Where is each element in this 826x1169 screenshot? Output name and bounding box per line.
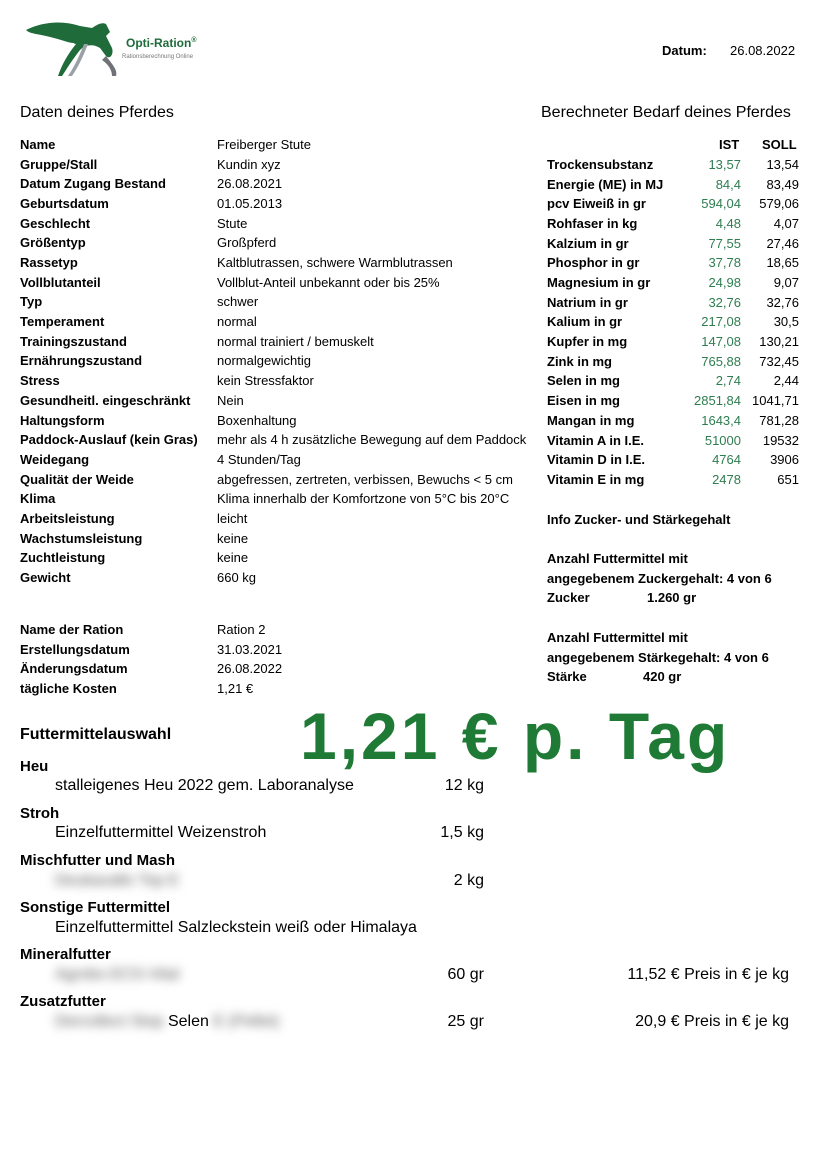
needs-label: Zink in mg xyxy=(547,353,612,369)
needs-label: Vitamin A in I.E. xyxy=(547,432,645,448)
needs-soll-value: 19532 xyxy=(762,432,799,448)
horse-data-value: normalgewichtig xyxy=(217,353,311,369)
horse-data-label: Arbeitsleistung xyxy=(20,510,115,526)
logo xyxy=(22,14,212,84)
feed-group-mischfutter: Mischfutter und Mash xyxy=(20,852,176,869)
feed-price-zusatzfutter: 20,9 € Preis in € je kg xyxy=(635,1013,789,1030)
needs-soll-value: 2,44 xyxy=(773,373,799,389)
horse-data-label: Geburtsdatum xyxy=(20,196,109,212)
needs-ist-value: 4,48 xyxy=(715,216,741,232)
needs-soll-value: 27,46 xyxy=(766,235,799,251)
needs-ist-value: 765,88 xyxy=(701,353,741,369)
needs-soll-value: 13,54 xyxy=(766,157,799,172)
ration-data-label: Name der Ration xyxy=(20,622,124,637)
needs-label: Mangan in mg xyxy=(547,412,635,428)
sugar-value: 1.260 gr xyxy=(647,590,697,605)
ration-data-value: 26.08.2022 xyxy=(217,661,283,677)
needs-soll-value: 30,5 xyxy=(773,314,799,330)
starch-label: Stärke xyxy=(547,669,587,684)
horse-data-label: Geschlecht xyxy=(20,215,91,231)
needs-soll-value: 18,65 xyxy=(766,255,799,271)
horse-data-value: 660 kg xyxy=(217,569,257,585)
feed-item-mineralfutter: Agrobs ECS-Vital xyxy=(55,966,180,983)
feed-item-zusatzfutter-part3: E (Pellet) xyxy=(213,1013,280,1030)
horse-data-value: kein Stressfaktor xyxy=(217,373,314,389)
needs-soll-value: 1041,71 xyxy=(752,393,799,409)
feed-title: Futtermittelauswahl xyxy=(20,726,172,743)
horse-data-value: 4 Stunden/Tag xyxy=(217,451,301,467)
needs-label: Trockensubstanz xyxy=(547,157,654,172)
needs-label: Natrium in gr xyxy=(547,294,628,310)
needs-label: pcv Eiweiß in gr xyxy=(547,196,646,212)
horse-data-value: Großpferd xyxy=(217,235,277,251)
horse-data-value: Vollblut-Anteil unbekannt oder bis 25% xyxy=(217,274,440,290)
feed-item-stroh: Einzelfuttermittel Weizenstroh xyxy=(55,824,267,841)
needs-label: Phosphor in gr xyxy=(547,255,640,271)
needs-ist-value: 2851,84 xyxy=(694,393,741,409)
needs-label: Magnesium in gr xyxy=(547,275,651,291)
needs-soll-value: 732,45 xyxy=(759,353,799,369)
horse-data-value: Klima innerhalb der Komfortzone von 5°C bis 20°C xyxy=(217,491,510,507)
soll-header: SOLL xyxy=(762,137,797,152)
feed-amount-mischfutter: 2 kg xyxy=(453,872,484,889)
feed-amount-stroh: 1,5 kg xyxy=(440,824,484,841)
needs-soll-value: 3906 xyxy=(770,452,799,468)
horse-data-label: Trainingszustand xyxy=(20,333,127,349)
horse-data-label: Gewicht xyxy=(20,569,71,585)
horse-data-value: Kundin xyz xyxy=(217,156,281,172)
horse-data-value: keine xyxy=(217,550,249,566)
needs-ist-value: 51000 xyxy=(704,432,741,448)
needs-ist-value: 217,08 xyxy=(701,314,741,330)
ration-data-label: tägliche Kosten xyxy=(20,681,117,697)
horse-data-value: normal trainiert / bemuskelt xyxy=(217,333,374,349)
needs-label: Vitamin E in mg xyxy=(547,471,645,487)
horse-data-label: Gruppe/Stall xyxy=(20,156,98,172)
needs-ist-value: 2,74 xyxy=(715,373,741,389)
daily-cost-overlay: 1,21 € p. Tag xyxy=(300,699,731,773)
feed-amount-heu: 12 kg xyxy=(444,777,484,794)
horse-data-label: Haltungsform xyxy=(20,412,105,428)
needs-ist-value: 24,98 xyxy=(708,275,741,291)
horse-data-label: Name xyxy=(20,137,56,152)
horse-data-value: schwer xyxy=(217,294,259,310)
horse-data-value: normal xyxy=(217,314,257,330)
horse-data-value: 01.05.2013 xyxy=(217,196,283,212)
horse-data-value: 26.08.2021 xyxy=(217,176,283,192)
needs-soll-value: 32,76 xyxy=(766,294,799,310)
horse-data-label: Zuchtleistung xyxy=(20,550,106,566)
needs-soll-value: 4,07 xyxy=(773,216,799,232)
needs-ist-value: 37,78 xyxy=(708,255,741,271)
feed-group-heu: Heu xyxy=(20,758,49,775)
needs-soll-value: 9,07 xyxy=(773,275,799,291)
sugar-info-title: Info Zucker- und Stärkegehalt xyxy=(547,512,731,527)
horse-data-value: keine xyxy=(217,530,249,546)
date-value: 26.08.2022 xyxy=(730,43,796,58)
horse-data-value: Boxenhaltung xyxy=(217,412,297,428)
feed-group-zusatzfutter: Zusatzfutter xyxy=(20,993,106,1010)
needs-soll-value: 781,28 xyxy=(759,412,799,428)
needs-label: Energie (ME) in MJ xyxy=(547,176,664,192)
horse-data-value: Nein xyxy=(217,392,244,408)
sugar-count-line1: Anzahl Futtermittel mit xyxy=(547,551,688,566)
ration-data-label: Erstellungsdatum xyxy=(20,641,130,657)
starch-count-line2: angegebenem Stärkegehalt: 4 von 6 xyxy=(547,650,769,665)
horse-data-label: Temperament xyxy=(20,314,105,330)
horse-data-label: Ernährungszustand xyxy=(20,353,143,369)
needs-label: Kalzium in gr xyxy=(547,235,629,251)
horse-data-label: Größentyp xyxy=(20,235,86,251)
horse-data-value: Kaltblutrassen, schwere Warmblutrassen xyxy=(217,255,453,271)
needs-label: Kalium in gr xyxy=(547,314,623,330)
starch-value: 420 gr xyxy=(643,669,682,684)
horse-data-label: Qualität der Weide xyxy=(20,471,134,487)
needs-ist-value: 2478 xyxy=(712,471,741,487)
feed-group-stroh: Stroh xyxy=(20,805,60,822)
ration-data-label: Änderungsdatum xyxy=(20,661,128,677)
ration-data-value: 31.03.2021 xyxy=(217,641,283,657)
needs-label: Eisen in mg xyxy=(547,393,620,409)
horse-data-label: Rassetyp xyxy=(20,255,78,271)
needs-ist-value: 77,55 xyxy=(708,235,741,251)
sugar-count-line2: angegebenem Zuckergehalt: 4 von 6 xyxy=(547,571,772,586)
horse-data-label: Klima xyxy=(20,491,56,507)
ist-header: IST xyxy=(719,137,740,152)
feed-amount-mineralfutter: 60 gr xyxy=(447,966,484,983)
feed-item-zusatzfutter-part2: Selen xyxy=(167,1013,209,1030)
needs-ist-value: 4764 xyxy=(712,452,741,468)
horse-data-title: Daten deines Pferdes xyxy=(20,104,174,121)
feed-item-zusatzfutter-part1: Dercollect Stop xyxy=(55,1013,164,1030)
needs-ist-value: 594,04 xyxy=(701,196,741,212)
feed-group-mineralfutter: Mineralfutter xyxy=(20,946,111,963)
needs-soll-value: 83,49 xyxy=(766,176,799,192)
horse-data-label: Weidegang xyxy=(20,451,90,467)
logo-tagline: Rationsberechnung Online xyxy=(122,54,194,60)
feed-price-mineralfutter: 11,52 € Preis in € je kg xyxy=(627,966,789,983)
needs-label: Selen in mg xyxy=(547,373,620,389)
horse-data-value: Stute xyxy=(217,215,248,231)
starch-count-line1: Anzahl Futtermittel mit xyxy=(547,630,688,645)
needs-ist-value: 84,4 xyxy=(715,176,741,192)
feed-item-zusatzfutter xyxy=(55,1013,279,1031)
horse-data-label: Gesundheitl. eingeschränkt xyxy=(20,392,191,408)
needs-label: Kupfer in mg xyxy=(547,334,628,350)
needs-soll-value: 130,21 xyxy=(759,334,799,350)
horse-data-label: Paddock-Auslauf (kein Gras) xyxy=(20,432,198,448)
feed-item-mischfutter: Deukavallo Top E xyxy=(55,872,180,889)
horse-data-label: Vollblutanteil xyxy=(20,274,101,290)
date-label: Datum: xyxy=(662,43,707,58)
horse-data-value: leicht xyxy=(217,510,248,526)
needs-ist-value: 147,08 xyxy=(701,334,741,350)
needs-ist-value: 32,76 xyxy=(708,294,741,310)
horse-data-label: Wachstumsleistung xyxy=(20,530,143,546)
needs-label: Vitamin D in I.E. xyxy=(547,452,646,468)
horse-data-value: Freiberger Stute xyxy=(217,137,311,152)
feed-item-sonstige: Einzelfuttermittel Salzleckstein weiß oder Himalaya xyxy=(55,919,417,936)
horse-data-value: mehr als 4 h zusätzliche Bewegung auf dem Paddock xyxy=(217,432,527,448)
horse-data-value: abgefressen, zertreten, verbissen, Bewuchs < 5 cm xyxy=(217,471,513,487)
sugar-label: Zucker xyxy=(547,590,590,605)
needs-soll-value: 579,06 xyxy=(759,196,799,212)
needs-label: Rohfaser in kg xyxy=(547,216,638,232)
logo-name: Opti-Ration® xyxy=(126,36,197,50)
feed-amount-zusatzfutter: 25 gr xyxy=(447,1013,484,1030)
needs-ist-value: 13,57 xyxy=(708,157,741,172)
ration-data-value: 1,21 € xyxy=(217,681,254,697)
horse-data-label: Stress xyxy=(20,373,60,389)
horse-data-label: Typ xyxy=(20,294,43,310)
feed-item-heu: stalleigenes Heu 2022 gem. Laboranalyse xyxy=(55,777,354,794)
horse-logo-icon xyxy=(22,14,122,80)
needs-soll-value: 651 xyxy=(777,471,799,487)
horse-data-label: Datum Zugang Bestand xyxy=(20,176,166,192)
feed-group-sonstige: Sonstige Futtermittel xyxy=(20,899,171,916)
needs-title: Berechneter Bedarf deines Pferdes xyxy=(541,104,791,121)
needs-ist-value: 1643,4 xyxy=(701,412,741,428)
ration-data-value: Ration 2 xyxy=(217,622,266,637)
